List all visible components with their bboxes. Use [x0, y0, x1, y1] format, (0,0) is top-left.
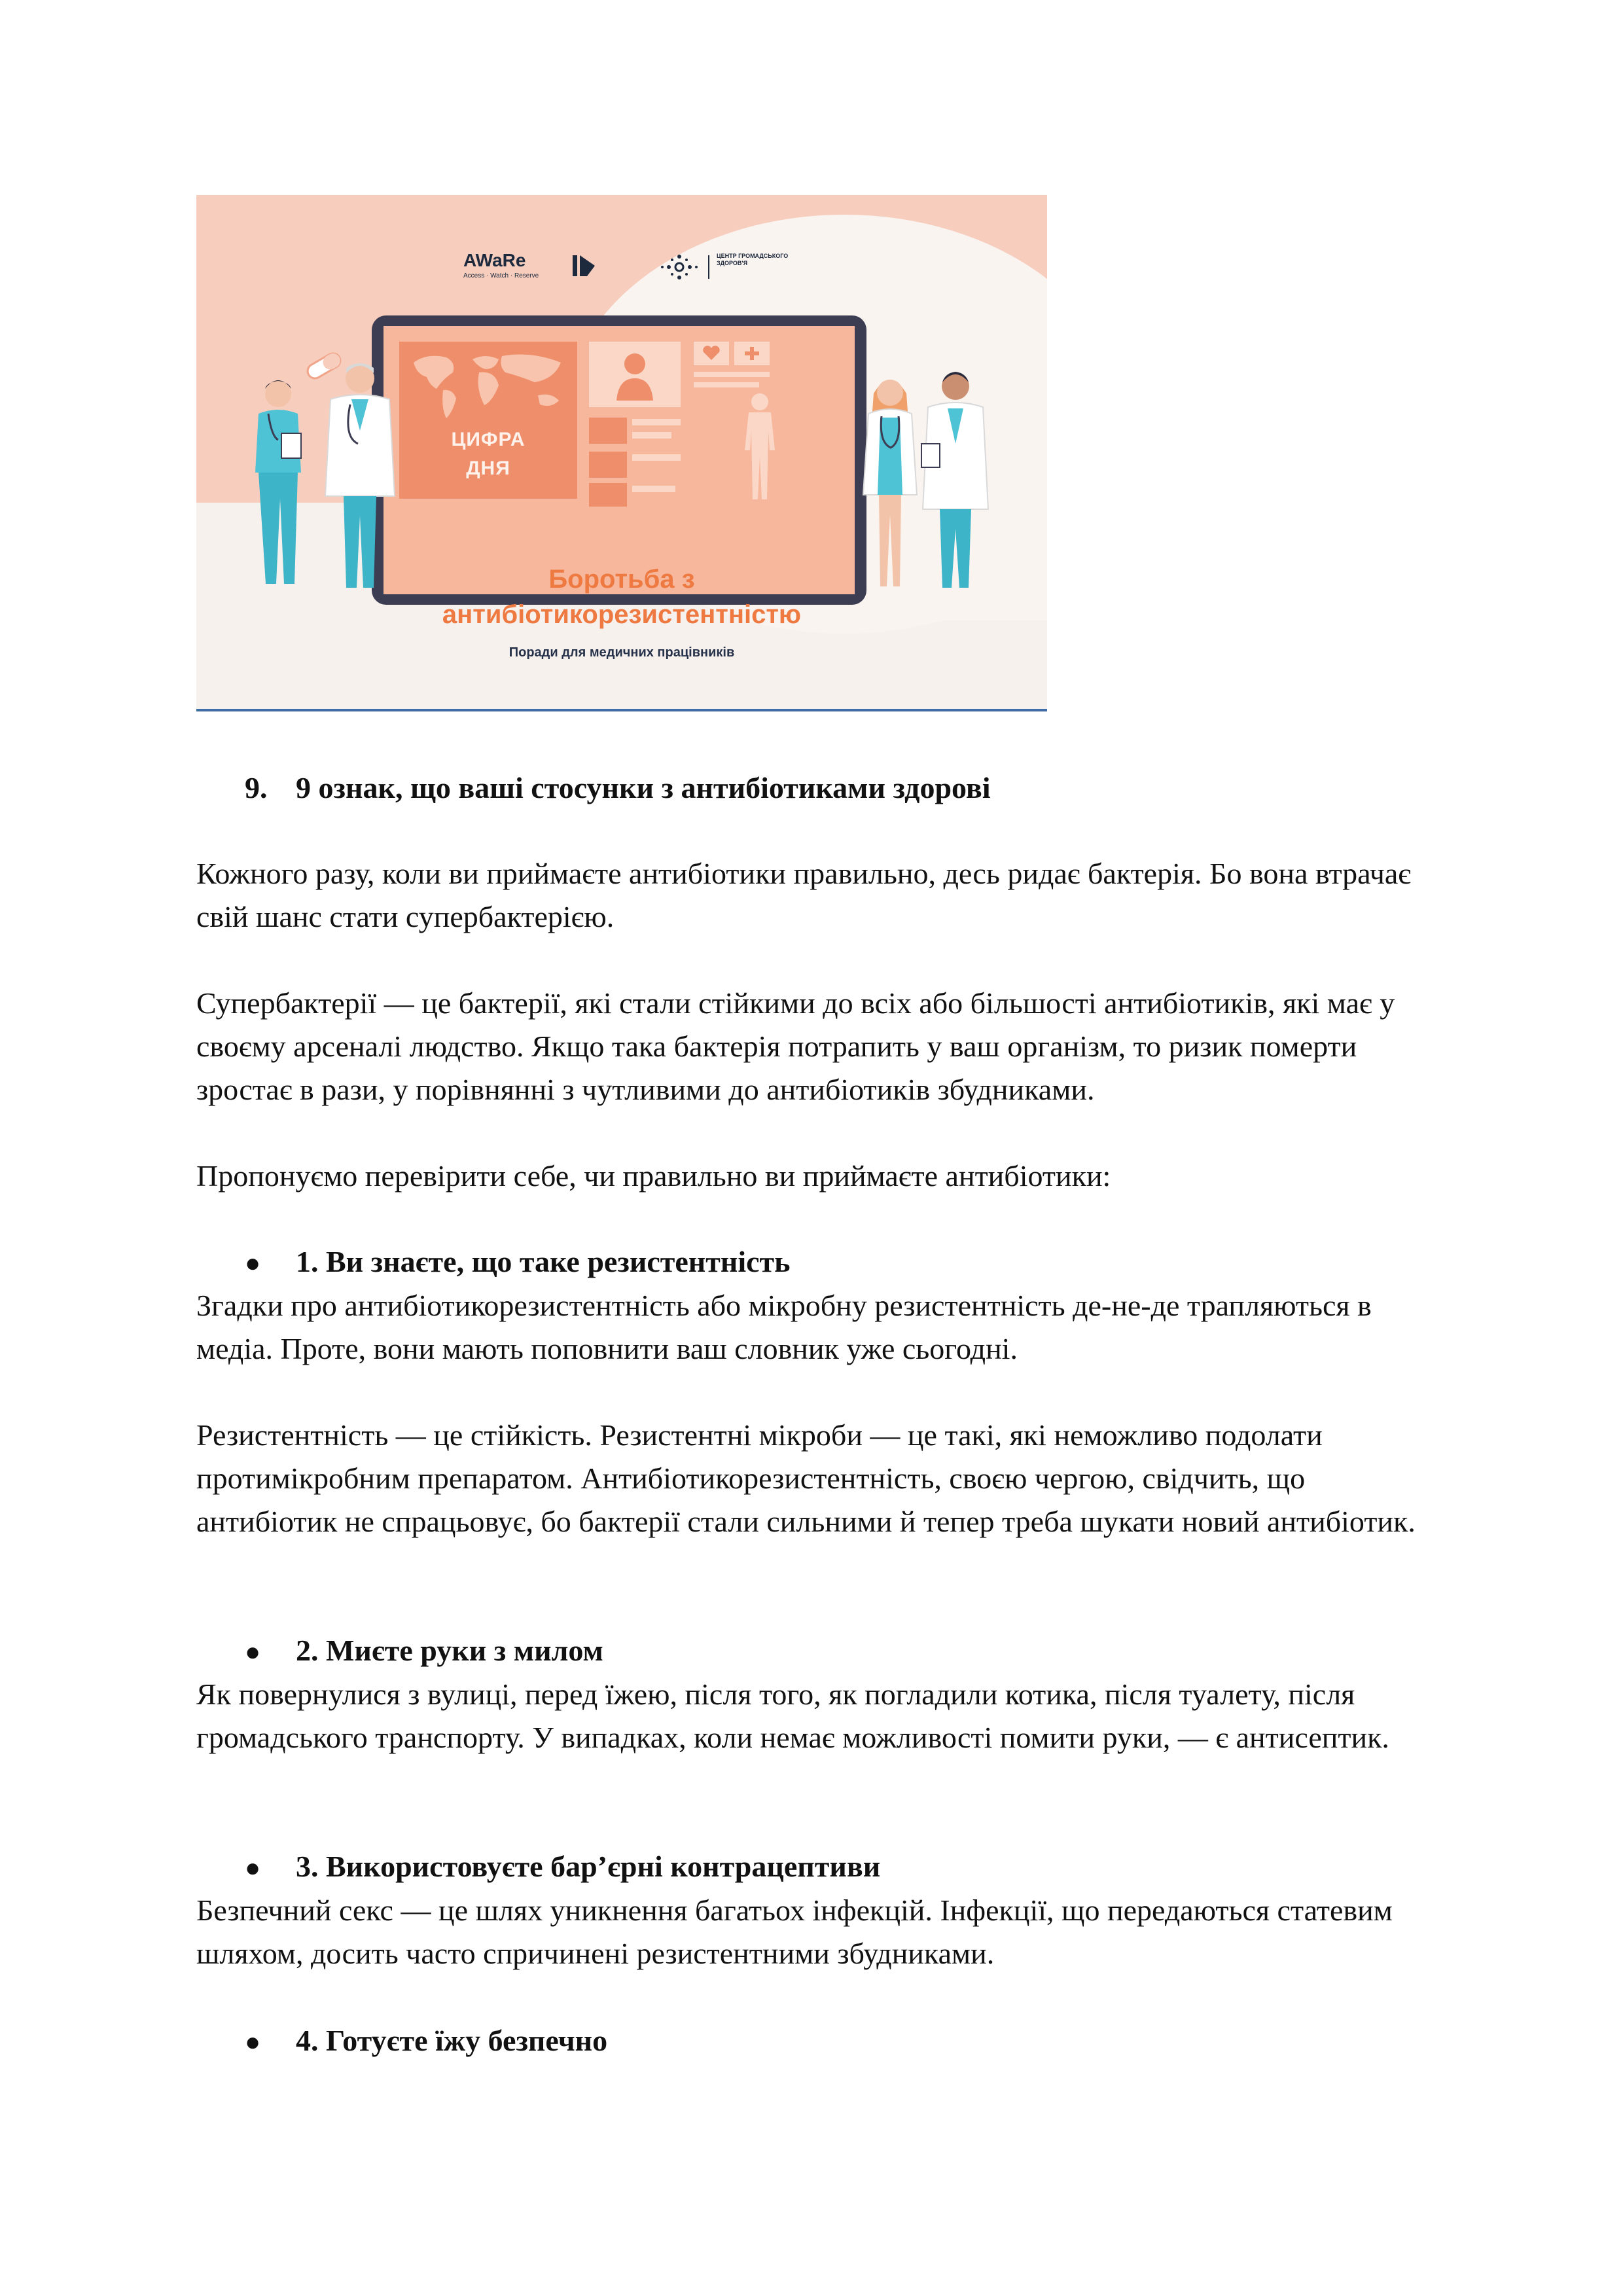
icon-tile: [589, 483, 627, 507]
doctor-figure-left: [317, 359, 402, 594]
icon-tile: [589, 452, 627, 478]
banner-bottom-rule: [196, 709, 1047, 711]
screen-title-line-2: ДНЯ: [466, 457, 510, 479]
aware-logo-subtitle: Access · Watch · Reserve: [463, 272, 539, 279]
bullet-icon: ●: [245, 1248, 261, 1278]
list-item-text: Як повернулися з вулиці, перед їжею, після того, як погладили котика, після туалету, після громадського транспорту. У випадках, коли немає можливості помити руки, — є антисептик.: [196, 1677, 1389, 1754]
list-item-text: Згадки про антибіотикорезистентність або мікробну резистентність де-не-де трапляються в медіа. Проте, вони мають поповнити ваш словник уже сьогодні.: [196, 1289, 1372, 1365]
section-heading: [245, 767, 991, 809]
world-map-icon: [407, 350, 569, 422]
intro-paragraph-3: Пропонуємо перевірити себе, чи правильно ви приймаєте антибіотики:: [196, 1159, 1111, 1193]
placeholder-line: [694, 382, 759, 387]
placeholder-line: [694, 372, 770, 377]
human-anatomy-icon: [730, 391, 789, 503]
list-item-title: [245, 1846, 880, 1889]
list-item-title-text: 2. Миєте руки з милом: [296, 1634, 603, 1667]
list-item-text: Безпечний секс — це шлях уникнення багатьох інфекцій. Інфекції, що передаються статевим шляхом, досить часто спричинені резистентними збудниками.: [196, 1893, 1393, 1970]
list-item-title-text: 4. Готуєте їжу безпечно: [296, 2024, 608, 2057]
bullet-icon: ●: [245, 2027, 261, 2056]
user-profile-icon: [615, 350, 654, 402]
placeholder-line: [632, 486, 675, 492]
list-item-title: [245, 2020, 607, 2063]
heart-icon: [702, 346, 721, 361]
intro-paragraph-2: Супербактерії — це бактерії, які стали стійкими до всіх або більшості антибіотиків, які має у своєму арсеналі людство. Якщо така бактерія потрапить у ваш організм, то ризик померти зростає в рази, у порівнянні з чутливими до антибіотиків збудниками.: [196, 986, 1395, 1106]
public-health-centre-logo-text: ЦЕНТР ГРОМАДСЬКОГО ЗДОРОВ'Я: [717, 253, 789, 266]
section-heading-number: 9.: [245, 771, 268, 804]
screen-title-line-1: ЦИФРА: [451, 429, 526, 450]
doctor-figure-right: [916, 365, 995, 594]
list-item-title-text: 1. Ви знаєте, що таке резистентність: [296, 1245, 791, 1278]
section-heading-text: 9 ознак, що ваші стосунки з антибіотиками здорові: [296, 771, 991, 804]
bullet-icon: ●: [245, 1637, 261, 1666]
intro-paragraph-1: Кожного разу, коли ви приймаєте антибіотики правильно, десь ридає бактерія. Бо вона втрачає свій шанс стати супербактерією.: [196, 857, 1411, 933]
banner-headline-line-1: Боротьба з: [548, 565, 695, 594]
placeholder-line: [632, 432, 671, 439]
banner-headline-line-2: антибіотикорезистентністю: [442, 600, 802, 629]
list-item-title: [245, 1241, 790, 1284]
screen-title: [399, 425, 577, 483]
article-banner-image: [196, 195, 1047, 712]
list-item-text: Резистентність — це стійкість. Резистентні мікроби — це такі, які неможливо подолати протимікробним препаратом. Антибіотикорезистентність, своєю чергою, свідчить, що антибіотик не спрацьовує, бо бактерії стали сильними й тепер треба шукати новий антибіотик.: [196, 1418, 1416, 1538]
list-item-title: [245, 1630, 603, 1673]
nurse-figure-left: [242, 374, 314, 590]
aware-logo: AWaRe: [463, 250, 526, 270]
placeholder-line: [632, 454, 681, 461]
banner-headline: [196, 562, 1047, 632]
placeholder-line: [632, 419, 681, 425]
nurse-figure-right: [854, 370, 926, 593]
medical-cross-icon: [743, 346, 760, 361]
list-item-title-text: 3. Використовуєте бар’єрні контрацептиви: [296, 1850, 881, 1883]
icon-tile: [589, 418, 627, 444]
aware-logo-mark-icon: [573, 253, 599, 279]
bullet-icon: ●: [245, 1853, 261, 1882]
banner-subheadline: Поради для медичних працівників: [508, 645, 735, 660]
